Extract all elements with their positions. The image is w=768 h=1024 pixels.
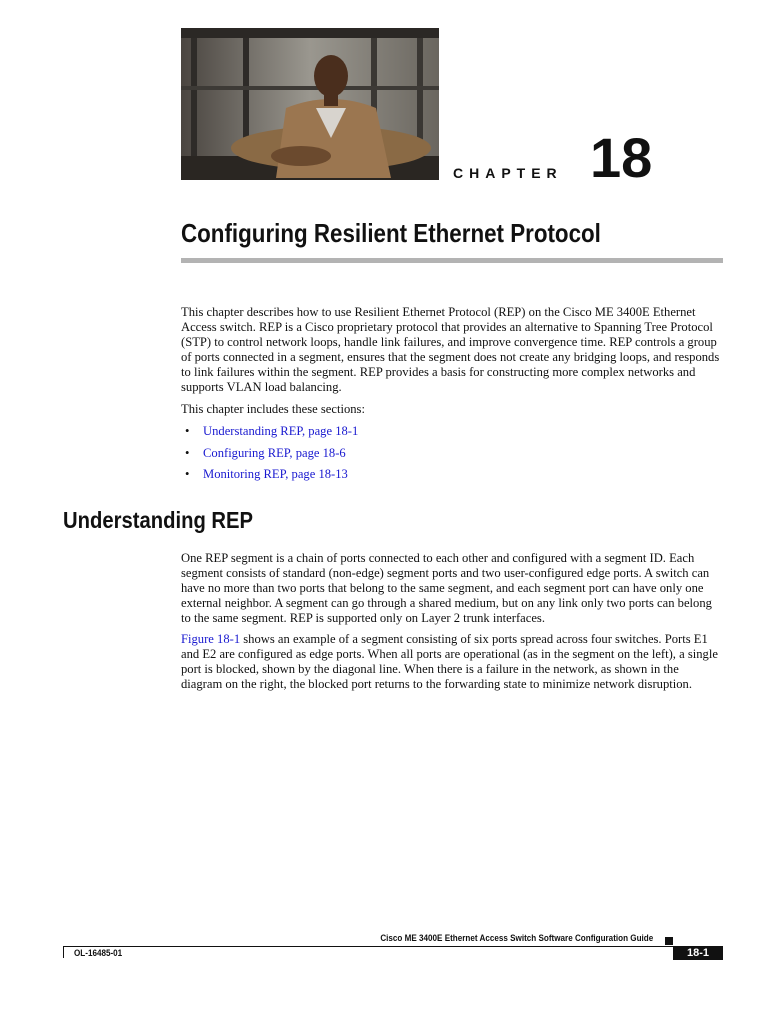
- section-list-item: [185, 421, 358, 443]
- title-rule: [181, 258, 723, 263]
- section-link-monitoring[interactable]: Monitoring REP, page 18-13: [203, 467, 348, 482]
- chapter-photo: [181, 28, 439, 180]
- section-list-item: [185, 443, 358, 465]
- chapter-label: CHAPTER: [453, 165, 563, 181]
- section-link-configuring[interactable]: Configuring REP, page 18-6: [203, 445, 346, 460]
- footer-doc-number: OL-16485-01: [74, 948, 123, 958]
- section-list-item: [185, 464, 358, 486]
- footer-tick: [63, 946, 64, 958]
- section-heading: Understanding REP: [63, 507, 254, 533]
- section-link-understanding[interactable]: Understanding REP, page 18-1: [203, 424, 359, 439]
- bullet-icon: •: [185, 445, 190, 460]
- body-paragraph-2-text: shows an example of a segment consisting of six ports spread across four switches. Ports E1 and E2 are configured as edge ports. When all ports are operational (as in the segment on the left), a single port is blocked, shown by the diagonal line. When there is a failure in the network, as shown in the diagram on the right, the blocked port returns to the forwarding state to minimize network disruption.: [181, 632, 718, 691]
- footer-guide-title: Cisco ME 3400E Ethernet Access Switch Software Configuration Guide: [380, 933, 653, 943]
- body-paragraph-1: One REP segment is a chain of ports connected to each other and configured with a segment ID. Each segment consists of standard (non-edge) segment ports and two user-configured edge ports. A switch can have no more than two ports that belong to the same segment, and each segment port can have only one external neighbor. A segment can go through a shared medium, but on any link only two ports can belong to the same segment. REP is supported only on Layer 2 trunk interfaces.: [181, 551, 712, 625]
- chapter-title: Configuring Resilient Ethernet Protocol: [181, 218, 601, 248]
- bullet-icon: •: [185, 467, 190, 482]
- chapter-number: 18: [590, 126, 653, 189]
- bullet-icon: •: [185, 424, 190, 439]
- sections-intro: This chapter includes these sections:: [181, 402, 365, 416]
- person-photo-image: [181, 28, 439, 180]
- footer-rule: [63, 946, 723, 947]
- body-paragraph-2: [181, 632, 723, 692]
- intro-paragraph: This chapter describes how to use Resilient Ethernet Protocol (REP) on the Cisco ME 3400E Ethernet Access switch. REP is a Cisco proprietary protocol that provides an alternative to Spanning Tree Protocol (STP) to control network loops, handle link failures, and improve convergence time. REP controls a group of ports connected in a segment, ensures that the segment does not create any bridging loops, and responds to link failures within the segment. REP provides a basis for constructing more complex networks and supports VLAN load balancing.: [181, 305, 720, 394]
- footer-marker: [665, 937, 673, 945]
- page-number-badge: 18-1: [673, 946, 723, 960]
- section-list: [185, 421, 358, 486]
- figure-link[interactable]: Figure 18-1: [181, 632, 241, 646]
